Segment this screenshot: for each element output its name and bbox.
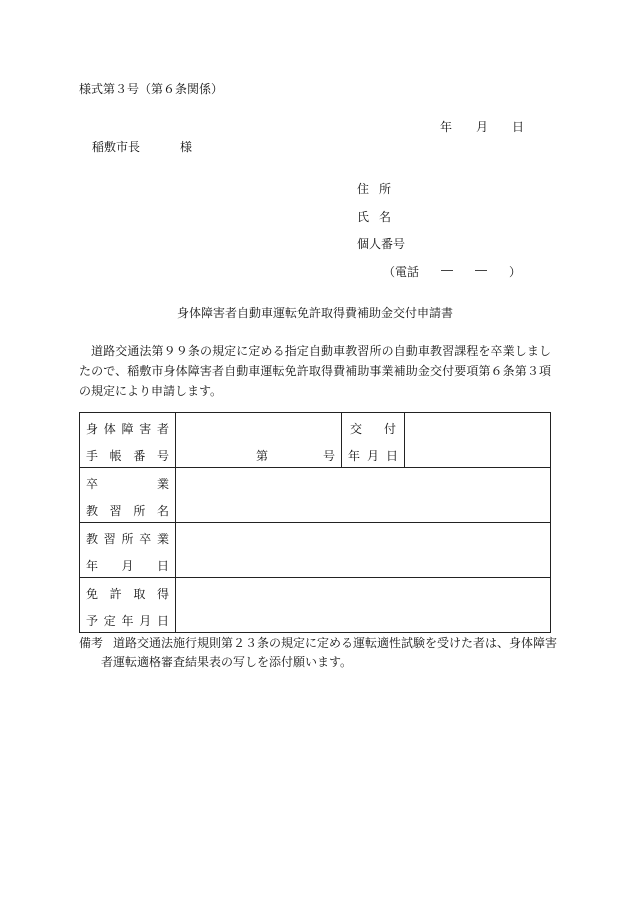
date-month: 月 [476, 120, 489, 134]
table-row-license-date [80, 578, 551, 633]
form-number: 様式第３号（第６条関係） [79, 82, 224, 96]
date-day: 日 [512, 120, 525, 134]
handbook-number-label [80, 413, 176, 468]
label-char: 教 [86, 532, 99, 546]
graduation-date-field[interactable] [176, 523, 551, 578]
label-char: 障 [121, 422, 134, 436]
label-char: 年 [86, 559, 99, 573]
label-char: 定 [103, 614, 116, 628]
graduation-date-label [80, 523, 176, 578]
license-date-field[interactable] [176, 578, 551, 633]
application-table [79, 412, 551, 633]
label-char: 年 [348, 449, 361, 463]
phone-line [383, 263, 521, 280]
phone-dash-1: ― [441, 263, 454, 277]
label-char: 取 [133, 587, 146, 601]
table-row-school-name [80, 468, 551, 523]
mynumber-label: 個人番号 [357, 237, 406, 251]
label-char: 所 [121, 532, 134, 546]
label-char: 日 [156, 559, 169, 573]
issue-date-field[interactable] [405, 413, 551, 468]
label-char: 卒 [86, 477, 99, 491]
label-char: 習 [103, 532, 116, 546]
remarks-label: 備考 [79, 636, 104, 650]
label-char: 日 [156, 614, 169, 628]
number-suffix: 号 [322, 449, 335, 463]
label-char: 許 [109, 587, 122, 601]
name-label: 氏名 [357, 210, 402, 224]
label-line-1 [86, 585, 169, 602]
label-line-1 [86, 475, 169, 492]
label-char: 手 [86, 449, 99, 463]
label-char: 年 [121, 614, 134, 628]
phone-open: （電話 [383, 265, 420, 279]
table-row-graduation-date [80, 523, 551, 578]
label-line-2 [86, 557, 169, 574]
number-prefix: 第 [256, 449, 269, 463]
label-char: 月 [139, 614, 152, 628]
label-char: 業 [156, 477, 169, 491]
label-char: 付 [383, 422, 396, 436]
label-char: 名 [156, 504, 169, 518]
label-char: 交 [350, 422, 363, 436]
date-year: 年 [440, 120, 453, 134]
table-row-handbook [80, 413, 551, 468]
label-char: 日 [385, 449, 398, 463]
label-char: 番 [133, 449, 146, 463]
label-char: 害 [139, 422, 152, 436]
label-line-2 [86, 447, 169, 464]
label-char: 者 [156, 422, 169, 436]
school-name-field[interactable] [176, 468, 551, 523]
label-char: 体 [103, 422, 116, 436]
label-char: 身 [86, 422, 99, 436]
phone-close: ） [509, 265, 522, 279]
label-char: 習 [109, 504, 122, 518]
label-char: 予 [86, 614, 99, 628]
label-line-2 [348, 447, 398, 464]
label-line-2 [86, 612, 169, 629]
label-line-1 [86, 530, 169, 547]
license-date-label [80, 578, 176, 633]
body-paragraph: 道路交通法第９９条の規定に定める指定自動車教習所の自動車教習課程を卒業しましたので、稲敷市身体障害者自動車運転免許取得費補助事業補助金交付要項第６条第３項の規定により申請します。 [79, 344, 551, 398]
label-line-1 [350, 420, 396, 437]
document-title: 身体障害者自動車運転免許取得費補助金交付申請書 [176, 306, 453, 320]
addressee [92, 138, 192, 155]
handbook-number-field[interactable] [176, 413, 342, 468]
remarks-line-2: 者運転適格審査結果表の写しを添付願います。 [101, 655, 353, 669]
addressee-honorific: 様 [180, 140, 193, 154]
label-char: 月 [366, 449, 379, 463]
address-label: 住所 [357, 182, 402, 196]
label-char: 卒 [139, 532, 152, 546]
label-char: 得 [156, 587, 169, 601]
label-line-1 [86, 420, 169, 437]
label-char: 所 [133, 504, 146, 518]
label-char: 教 [86, 504, 99, 518]
label-char: 帳 [109, 449, 122, 463]
date-line [440, 118, 548, 135]
label-char: 号 [156, 449, 169, 463]
label-char: 月 [121, 559, 134, 573]
remarks-line-1: 道路交通法施行規則第２３条の規定に定める運転適性試験を受けた者は、身体障害 [113, 636, 558, 650]
remarks [79, 634, 559, 672]
label-line-2 [86, 502, 169, 519]
label-char: 業 [156, 532, 169, 546]
issue-date-label [342, 413, 405, 468]
addressee-name: 稲敷市長 [92, 140, 141, 154]
school-name-label [80, 468, 176, 523]
phone-dash-2: ― [475, 263, 488, 277]
label-char: 免 [86, 587, 99, 601]
